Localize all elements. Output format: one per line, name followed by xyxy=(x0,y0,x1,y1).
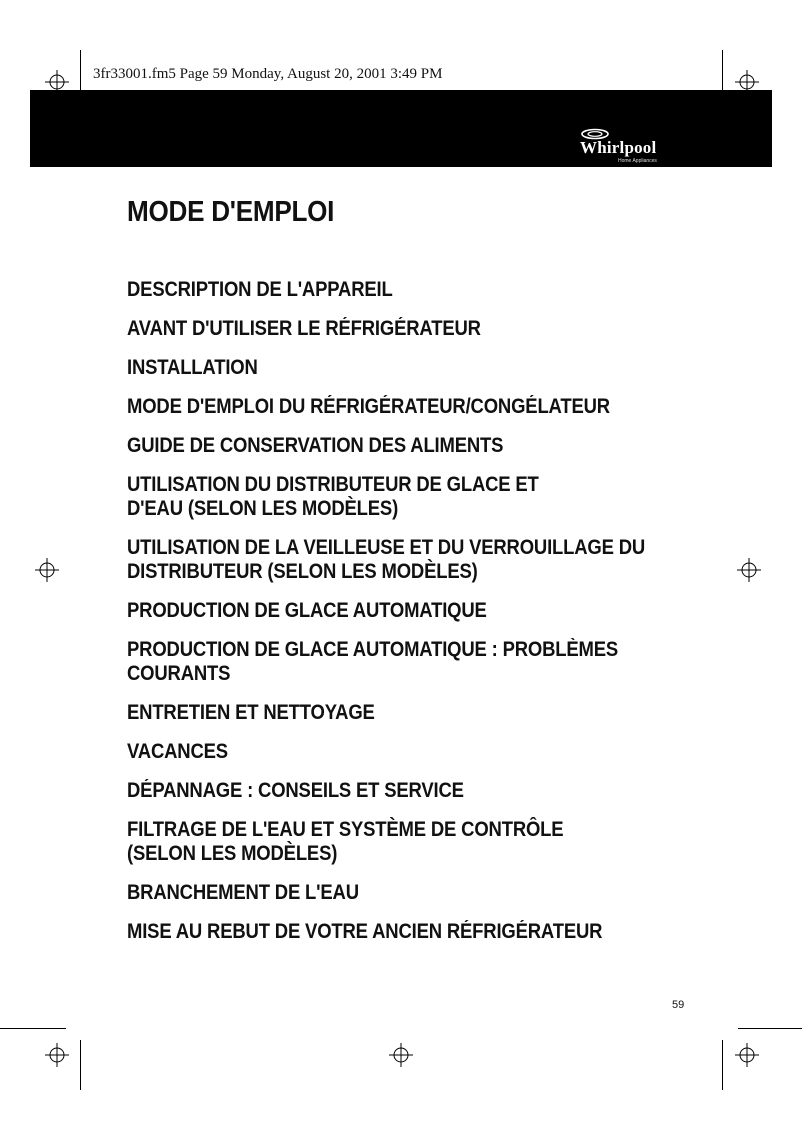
toc-line: PRODUCTION DE GLACE AUTOMATIQUE xyxy=(127,599,487,622)
toc-item xyxy=(127,881,673,905)
crop-mark-bottom-right xyxy=(722,1040,723,1090)
table-of-contents xyxy=(127,278,747,959)
toc-item xyxy=(127,920,673,944)
toc-item xyxy=(127,818,673,866)
toc-line: BRANCHEMENT DE L'EAU xyxy=(127,881,359,904)
toc-line: MODE D'EMPLOI DU RÉFRIGÉRATEUR/CONGÉLATEUR xyxy=(127,395,610,418)
toc-line: DISTRIBUTEUR (SELON LES MODÈLES) xyxy=(127,560,478,583)
crop-mark-bottom-right-h xyxy=(738,1028,802,1029)
toc-line: UTILISATION DU DISTRIBUTEUR DE GLACE ET xyxy=(127,473,539,496)
toc-line: GUIDE DE CONSERVATION DES ALIMENTS xyxy=(127,434,504,457)
toc-line: AVANT D'UTILISER LE RÉFRIGÉRATEUR xyxy=(127,317,481,340)
toc-line: (SELON LES MODÈLES) xyxy=(127,842,338,865)
crop-mark-bottom-left-h xyxy=(0,1028,66,1029)
toc-line: FILTRAGE DE L'EAU ET SYSTÈME DE CONTRÔLE xyxy=(127,818,564,841)
registration-mark-icon xyxy=(735,1043,759,1067)
page-number: 59 xyxy=(672,999,685,1011)
header-band xyxy=(30,90,772,167)
toc-line: DESCRIPTION DE L'APPAREIL xyxy=(127,278,393,301)
toc-line: ENTRETIEN ET NETTOYAGE xyxy=(127,701,375,724)
toc-line: UTILISATION DE LA VEILLEUSE ET DU VERROUILLAGE DU xyxy=(127,536,646,559)
whirlpool-logo xyxy=(580,128,680,164)
toc-item xyxy=(127,638,673,686)
logo-sub-text: Home Appliances xyxy=(618,158,657,164)
toc-item xyxy=(127,779,673,803)
print-info-line: 3fr33001.fm5 Page 59 Monday, August 20, 2001 3:49 PM xyxy=(93,66,443,82)
toc-item xyxy=(127,395,673,419)
toc-item xyxy=(127,434,673,458)
registration-mark-icon xyxy=(45,1043,69,1067)
toc-item xyxy=(127,599,673,623)
crop-mark-bottom-left xyxy=(80,1040,81,1090)
registration-mark-icon xyxy=(389,1043,413,1067)
toc-line: INSTALLATION xyxy=(127,356,258,379)
toc-line: D'EAU (SELON LES MODÈLES) xyxy=(127,497,399,520)
logo-brand-text: Whirlpool xyxy=(580,138,657,157)
toc-item xyxy=(127,356,673,380)
toc-line: COURANTS xyxy=(127,662,231,685)
registration-mark-icon xyxy=(35,558,59,582)
crop-mark-top-left xyxy=(80,50,81,90)
toc-line: PRODUCTION DE GLACE AUTOMATIQUE : PROBLÈMES xyxy=(127,638,619,661)
toc-item xyxy=(127,536,673,584)
page-title: MODE D'EMPLOI xyxy=(127,196,335,228)
toc-item xyxy=(127,473,673,521)
toc-line: DÉPANNAGE : CONSEILS ET SERVICE xyxy=(127,779,464,802)
toc-item xyxy=(127,278,673,302)
toc-item xyxy=(127,317,673,341)
crop-mark-top-right xyxy=(722,50,723,90)
toc-item xyxy=(127,740,673,764)
toc-line: MISE AU REBUT DE VOTRE ANCIEN RÉFRIGÉRATEUR xyxy=(127,920,603,943)
toc-item xyxy=(127,701,673,725)
toc-line: VACANCES xyxy=(127,740,228,763)
